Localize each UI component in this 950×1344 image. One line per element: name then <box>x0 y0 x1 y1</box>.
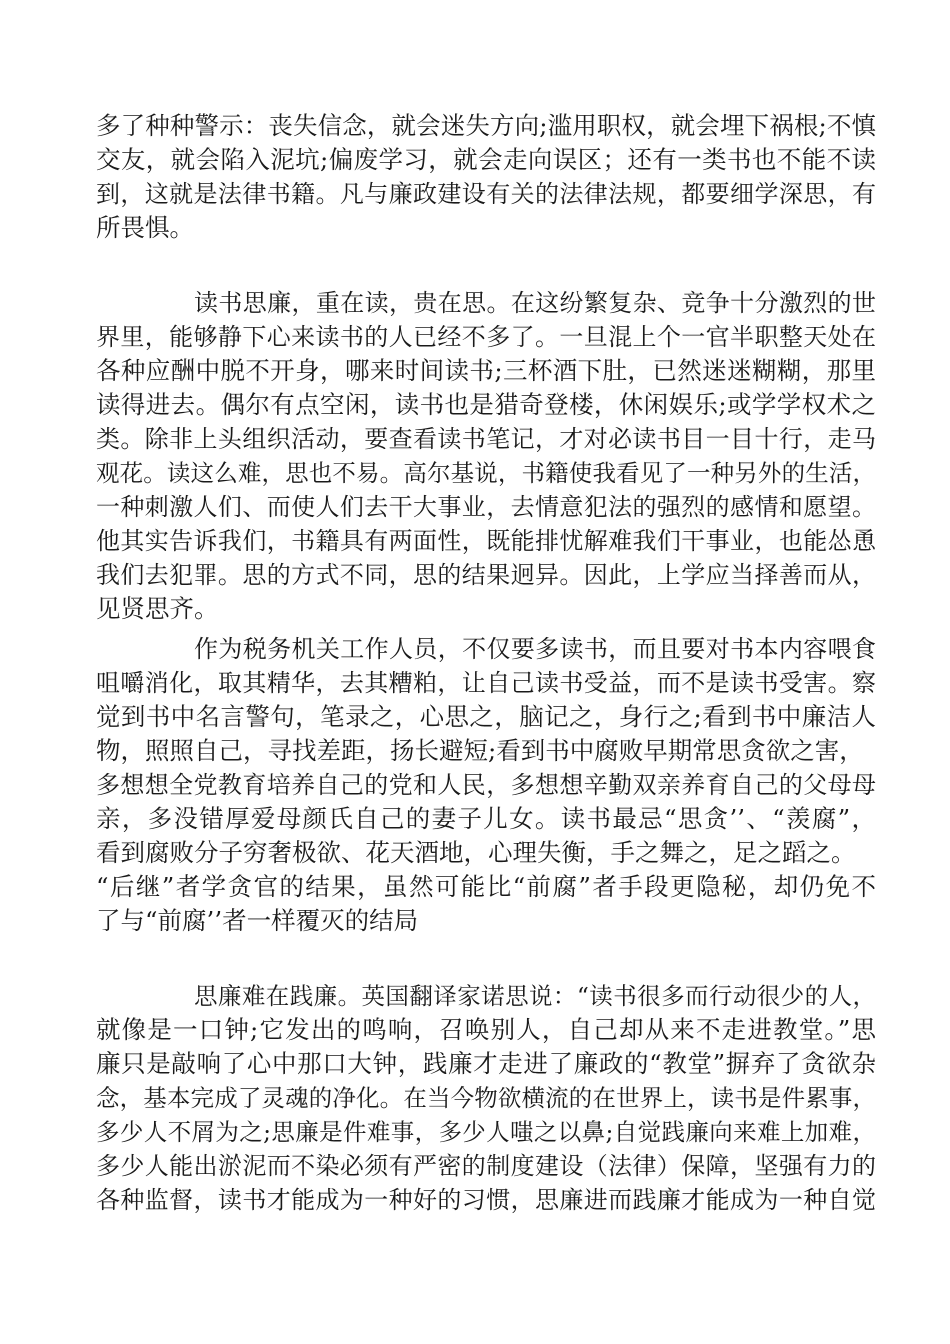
text-line: 各种应酬中脱不开身，哪来时间读书;三杯酒下肚，已然迷迷糊糊，那里 <box>96 356 876 385</box>
text-line: 所畏惧。 <box>96 213 194 242</box>
text-line: 亲，多没错厚爱母颜氏自己的妻子儿女。读书最忌“思贪’’、“羡腐”， <box>96 804 876 833</box>
text-line: 咀嚼消化，取其精华，去其糟粕，让自己读书受益，而不是读书受害。察 <box>96 669 876 697</box>
text-line: 我们去犯罪。思的方式不同，思的结果迥异。因此，上学应当择善而从， <box>96 561 876 589</box>
text-line: 觉到书中名言警句，笔录之，心思之，脑记之，身行之;看到书中廉洁人 <box>96 702 876 731</box>
text-line: 物，照照自己，寻找差距，扬长避短;看到书中腐败早期常思贪欲之害， <box>96 736 864 765</box>
text-line: 见贤思齐。 <box>96 594 219 623</box>
text-line: 类。除非上头组织活动，要查看读书笔记，才对必读书目一目十行，走马 <box>96 425 876 453</box>
text-line: 观花。读这么难，思也不易。高尔基说，书籍使我看见了一种另外的生活， <box>96 459 876 487</box>
text-line: 思廉难在践廉。英国翻译家诺思说：“读书很多而行动很少的人， <box>194 982 876 1010</box>
paragraph-practice-integrity <box>96 979 876 1217</box>
text-line: 各种监督，读书才能成为一种好的习惯，思廉进而践廉才能成为一种自觉 <box>96 1186 876 1214</box>
text-line: 到，这就是法律书籍。凡与廉政建设有关的法律法规，都要细学深思，有 <box>96 180 876 208</box>
text-line: 多想想全党教育培养自己的党和人民，多想想辛勤双亲养育自己的父母母 <box>96 771 876 799</box>
text-line: 多少人不屑为之;思廉是件难事，多少人嗤之以鼻;自觉践廉向来难上加难， <box>96 1118 876 1146</box>
paragraph-warnings <box>96 109 876 245</box>
text-line: “后继”者学贪官的结果，虽然可能比“前腐”者手段更隐秘，却仍免不 <box>96 872 876 901</box>
paragraph-read-think <box>96 286 876 626</box>
text-line: 读得进去。偶尔有点空闲，读书也是猎奇登楼，休闲娱乐;或学学权术之 <box>96 390 876 419</box>
paragraph-tax-staff <box>96 632 876 938</box>
text-line: 廉只是敲响了心中那口大钟，践廉才走进了廉政的“教堂”摒弃了贪欲杂 <box>96 1049 876 1078</box>
text-line: 看到腐败分子穷奢极欲、花天酒地，心理失衡，手之舞之，足之蹈之。 <box>96 838 856 867</box>
text-line: 多少人能出淤泥而不染必须有严密的制度建设（法律）保障，坚强有力的 <box>96 1152 876 1180</box>
text-line: 多了种种警示：丧失信念，就会迷失方向;滥用职权，就会埋下祸根;不慎 <box>96 111 876 140</box>
text-line: 念，基本完成了灵魂的净化。在当今物欲横流的在世界上，读书是件累事， <box>96 1084 876 1112</box>
text-line: 交友，就会陷入泥坑;偏废学习，就会走向误区；还有一类书也不能不读 <box>96 145 876 174</box>
text-line: 就像是一口钟;它发出的鸣响，召唤别人，自己却从来不走进教堂。”思 <box>96 1015 876 1044</box>
text-line: 界里，能够静下心来读书的人已经不多了。一旦混上个一官半职整天处在 <box>96 323 876 351</box>
text-line: 他其实告诉我们，书籍具有两面性，既能排忧解难我们干事业，也能怂恿 <box>96 527 876 555</box>
text-line: 了与“前腐’’者一样覆灭的结局 <box>96 906 419 935</box>
text-line: 一种刺激人们、而使人们去干大事业，去情意犯法的强烈的感情和愿望。 <box>96 493 876 521</box>
text-line: 作为税务机关工作人员，不仅要多读书，而且要对书本内容喂食 <box>194 635 876 663</box>
text-line: 读书思廉，重在读，贵在思。在这纷繁复杂、竞争十分激烈的世 <box>194 289 876 317</box>
